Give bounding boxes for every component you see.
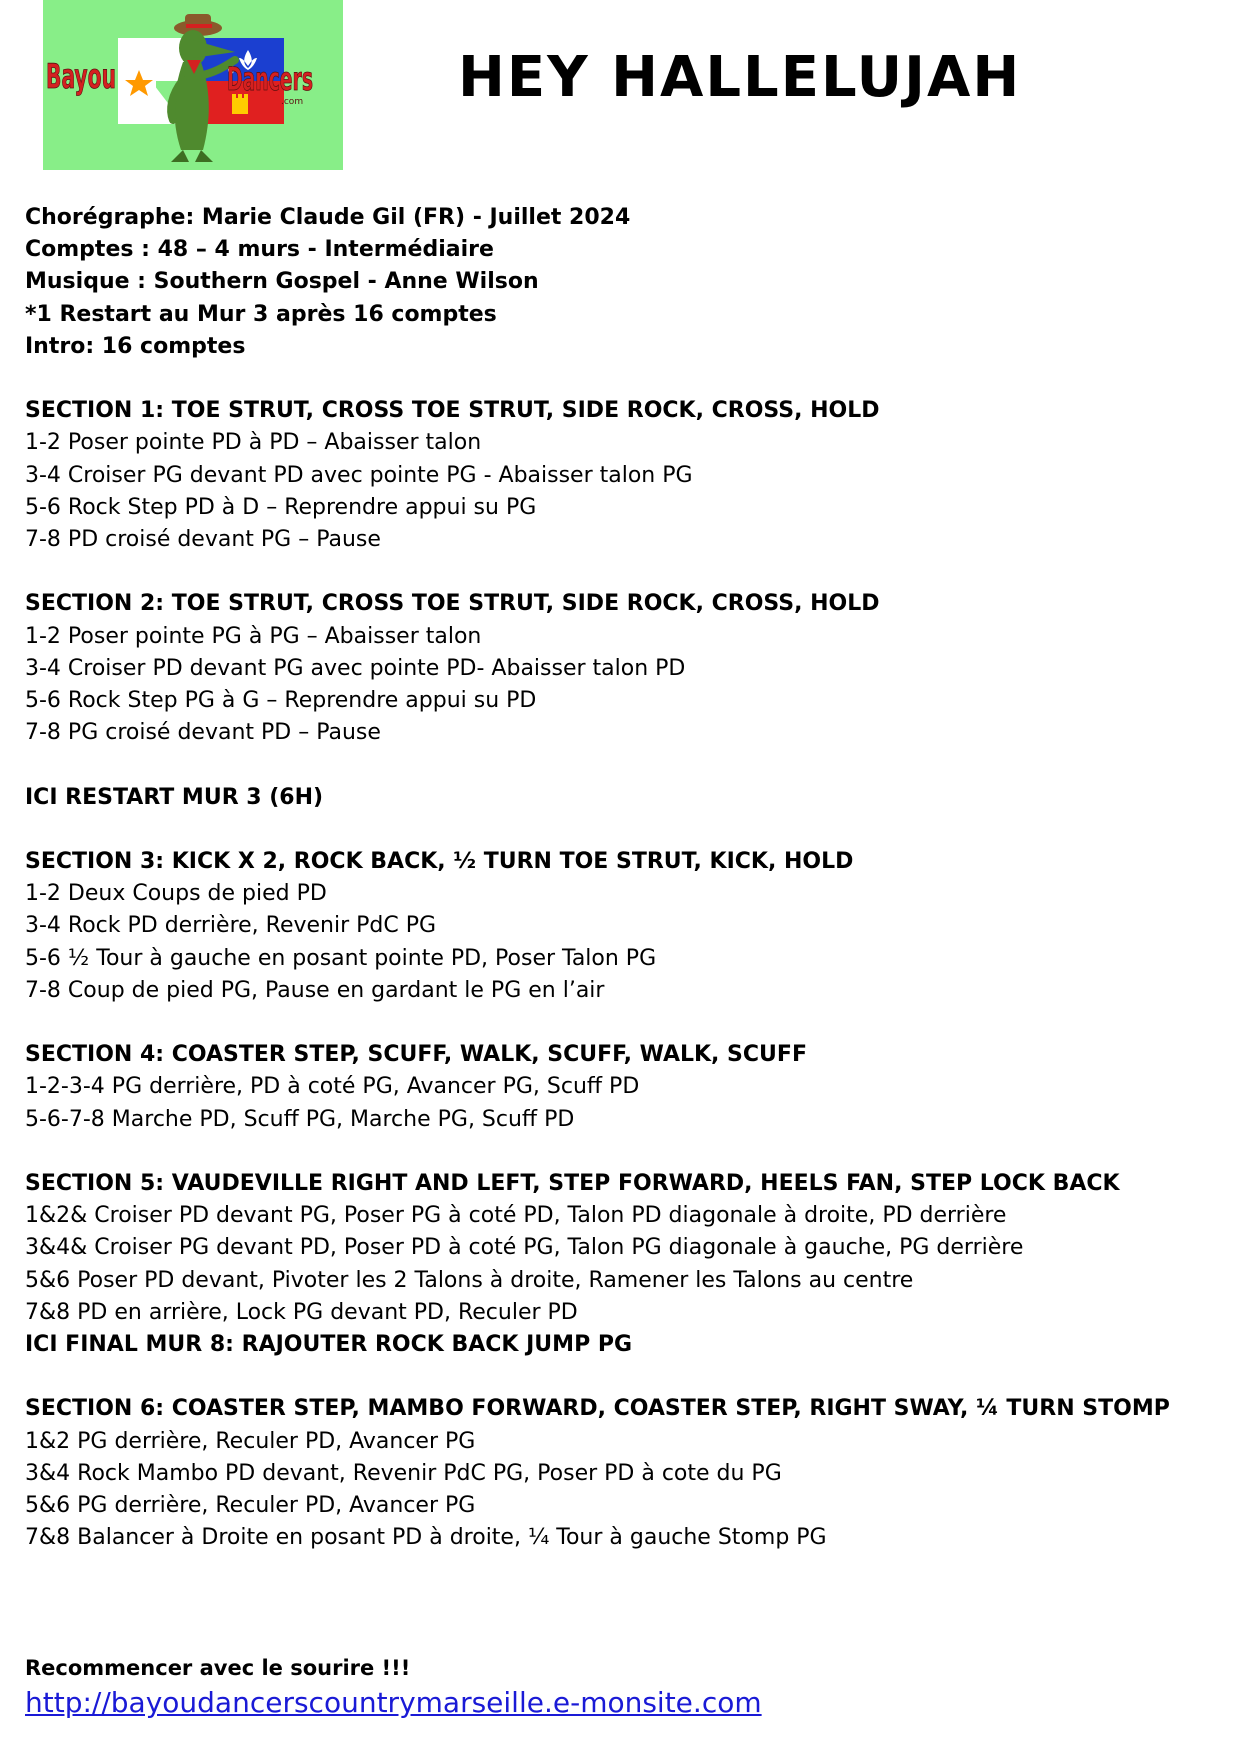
section-heading: SECTION 5: VAUDEVILLE RIGHT AND LEFT, STEP FORWARD, HEELS FAN, STEP LOCK BACK [25,1171,1120,1196]
info-line: Intro: 16 comptes [25,333,246,359]
step-line: 1-2-3-4 PG derrière, PD à coté PG, Avancer PG, Scuff PD [25,1074,640,1100]
info-line: Comptes : 48 – 4 murs - Intermédiaire [25,237,494,263]
step-line: 7-8 PD croisé devant PG – Pause [25,527,381,553]
step-line: 3&4& Croiser PG devant PD, Poser PD à coté PG, Talon PG diagonale à gauche, PG derrière [25,1235,1024,1261]
footer-note: Recommencer avec le sourire !!! [25,1656,411,1680]
info-line: Musique : Southern Gospel - Anne Wilson [25,269,539,295]
step-line: 3&4 Rock Mambo PD devant, Revenir PdC PG, Poser PD à cote du PG [25,1460,782,1486]
svg-text:.com: .com [281,97,304,107]
logo-image [43,0,343,170]
spacer [25,556,1225,588]
step-line: 5-6-7-8 Marche PD, Scuff PG, Marche PG, Scuff PD [25,1106,575,1132]
step-line: 7-8 Coup de pied PG, Pause en gardant le PG en l’air [25,977,605,1003]
step-line: 5&6 Poser PD devant, Pivoter les 2 Talons à droite, Ramener les Talons au centre [25,1267,914,1293]
section-heading: SECTION 2: TOE STRUT, CROSS TOE STRUT, SIDE ROCK, CROSS, HOLD [25,591,880,617]
step-line: 1-2 Deux Coups de pied PD [25,881,327,907]
spacer [25,1361,1225,1393]
section-heading: SECTION 6: COASTER STEP, MAMBO FORWARD, COASTER STEP, RIGHT SWAY, ¼ TURN STOMP [25,1396,1170,1422]
section-heading: SECTION 4: COASTER STEP, SCUFF, WALK, SCUFF, WALK, SCUFF [25,1042,807,1068]
restart-note: ICI RESTART MUR 3 (6H) [25,784,324,810]
dance-sheet [25,202,1225,1554]
page-title: HEY HALLELUJAH [458,45,1022,110]
info-line: *1 Restart au Mur 3 après 16 comptes [25,301,497,327]
section-heading: SECTION 1: TOE STRUT, CROSS TOE STRUT, SIDE ROCK, CROSS, HOLD [25,398,880,424]
website-link[interactable]: http://bayoudancerscountrymarseille.e-monsite.com [25,1686,762,1719]
step-line: 7-8 PG croisé devant PD – Pause [25,720,381,746]
step-line: 7&8 Balancer à Droite en posant PD à droite, ¼ Tour à gauche Stomp PG [25,1525,827,1551]
step-line: 5&6 PG derrière, Reculer PD, Avancer PG [25,1493,476,1519]
spacer [25,749,1225,781]
spacer [25,1007,1225,1039]
spacer [25,1136,1225,1168]
step-line: 5-6 Rock Step PG à G – Reprendre appui su PD [25,688,537,714]
step-line: 1&2 PG derrière, Reculer PD, Avancer PG [25,1428,476,1454]
step-line: 5-6 ½ Tour à gauche en posant pointe PD, Poser Talon PG [25,945,657,971]
step-line: 3-4 Croiser PD devant PG avec pointe PD- Abaisser talon PD [25,655,686,681]
step-line: 5-6 Rock Step PD à D – Reprendre appui su PG [25,494,537,520]
section-heading: SECTION 3: KICK X 2, ROCK BACK, ½ TURN TOE STRUT, KICK, HOLD [25,849,854,874]
logo [43,0,343,170]
step-line: 7&8 PD en arrière, Lock PG devant PD, Reculer PD [25,1299,578,1325]
svg-text:Dancers: Dancers [227,60,313,98]
step-line: 1&2& Croiser PD devant PG, Poser PG à coté PD, Talon PD diagonale à droite, PD derrière [25,1203,1007,1229]
step-line: 1-2 Poser pointe PG à PG – Abaisser talon [25,623,482,649]
spacer [25,363,1225,395]
final-note: ICI FINAL MUR 8: RAJOUTER ROCK BACK JUMP PG [25,1332,633,1358]
step-line: 3-4 Croiser PG devant PD avec pointe PG - Abaisser talon PG [25,462,693,488]
svg-text:Bayou: Bayou [46,57,116,97]
spacer [25,814,1225,846]
step-line: 1-2 Poser pointe PD à PD – Abaisser talon [25,430,482,456]
info-line: Chorégraphe: Marie Claude Gil (FR) - Juillet 2024 [25,205,631,230]
step-line: 3-4 Rock PD derrière, Revenir PdC PG [25,913,437,939]
